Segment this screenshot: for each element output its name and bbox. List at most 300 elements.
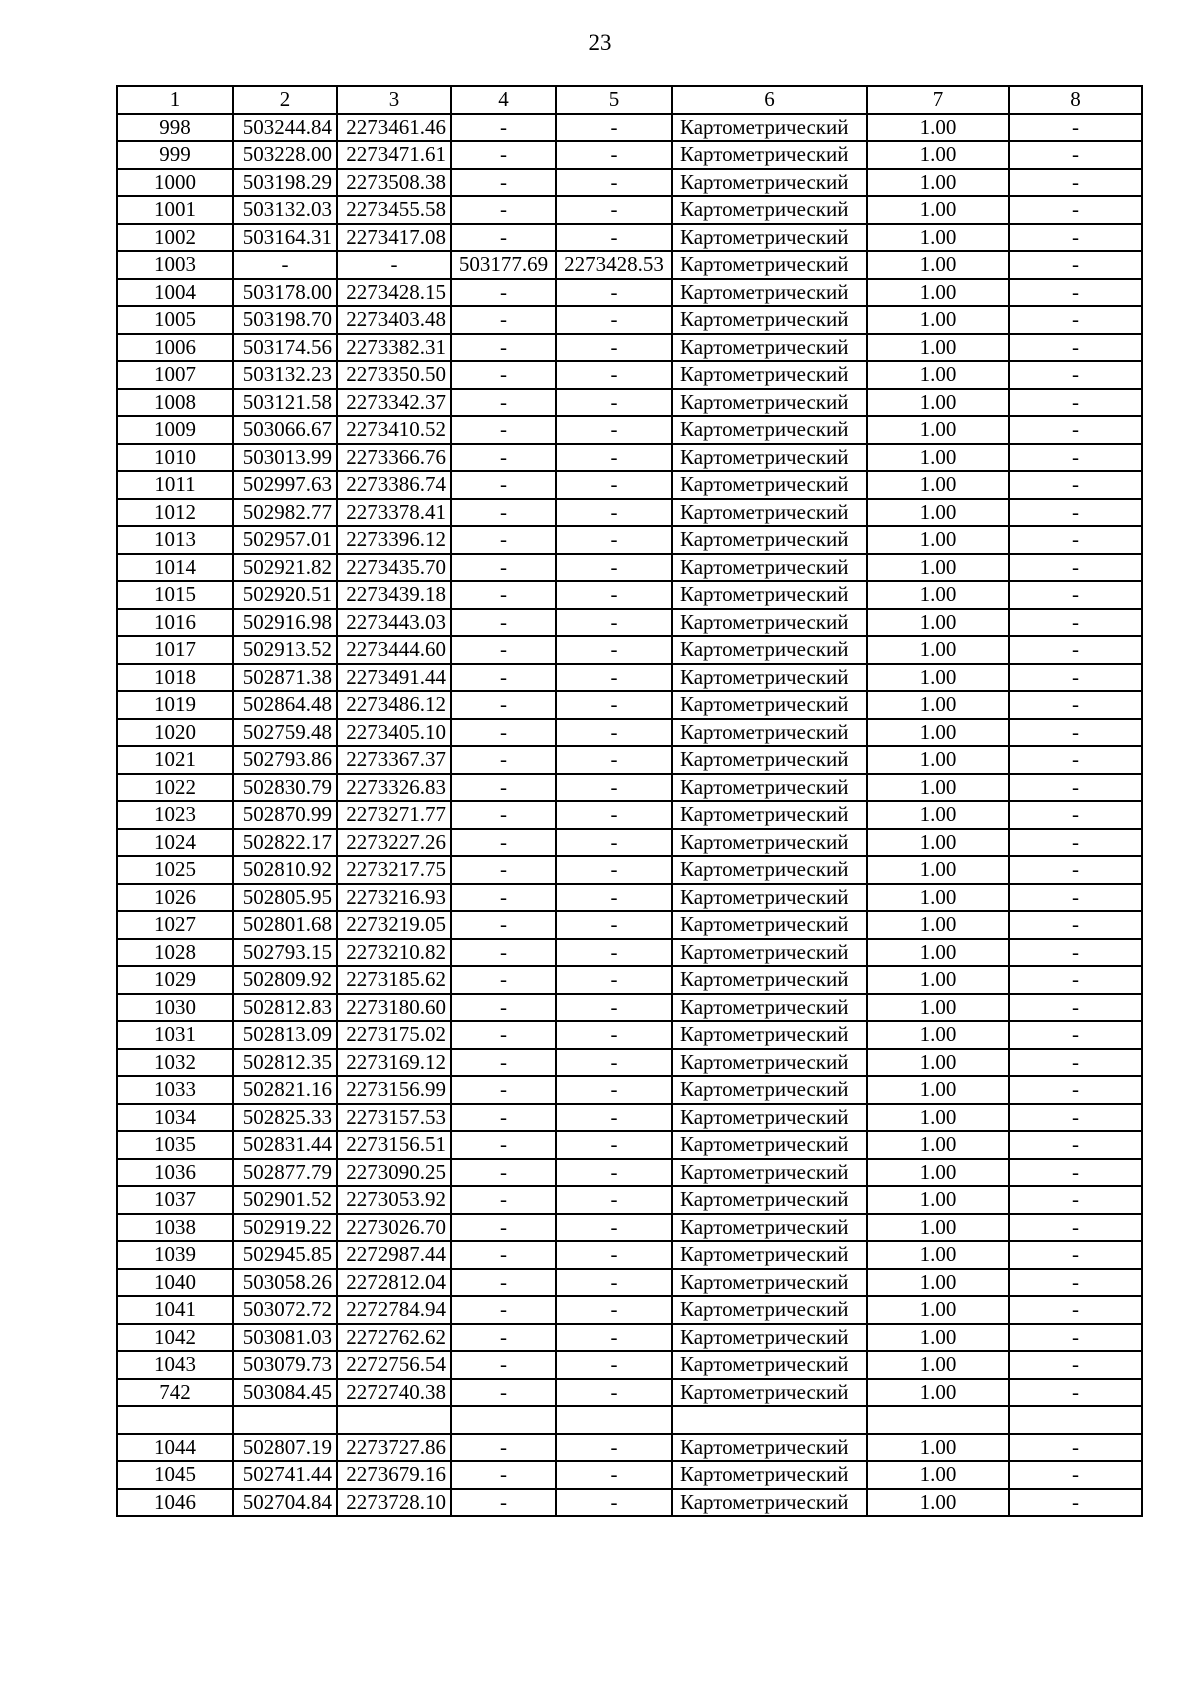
point-number-cell: 1046 — [117, 1489, 233, 1517]
x-coordinate-alt-cell: - — [451, 829, 556, 857]
x-coordinate-alt-cell: - — [451, 334, 556, 362]
y-coordinate-alt-cell: - — [556, 169, 672, 197]
y-coordinate-alt-cell: - — [556, 801, 672, 829]
method-cell: Картометрический — [672, 581, 867, 609]
y-coordinate-alt-cell: - — [556, 1379, 672, 1407]
y-coordinate-cell: 2273169.12 — [337, 1049, 451, 1077]
y-coordinate-alt-cell: - — [556, 526, 672, 554]
column-header: 7 — [867, 86, 1009, 114]
y-coordinate-cell: 2273486.12 — [337, 691, 451, 719]
accuracy-cell: 1.00 — [867, 884, 1009, 912]
point-number-cell: 1033 — [117, 1076, 233, 1104]
accuracy-cell: 1.00 — [867, 829, 1009, 857]
accuracy-cell: 1.00 — [867, 636, 1009, 664]
x-coordinate-alt-cell: - — [451, 994, 556, 1022]
x-coordinate-cell: 503198.70 — [233, 306, 337, 334]
table-row — [117, 361, 1142, 389]
x-coordinate-alt-cell: - — [451, 581, 556, 609]
method-cell: Картометрический — [672, 471, 867, 499]
method-cell: Картометрический — [672, 719, 867, 747]
note-cell: - — [1009, 719, 1142, 747]
y-coordinate-alt-cell: - — [556, 1269, 672, 1297]
y-coordinate-cell: - — [337, 251, 451, 279]
note-cell: - — [1009, 114, 1142, 142]
x-coordinate-cell — [233, 1406, 337, 1434]
point-number-cell: 1024 — [117, 829, 233, 857]
page-number: 23 — [588, 30, 612, 55]
y-coordinate-alt-cell: - — [556, 1461, 672, 1489]
point-number-cell: 1015 — [117, 581, 233, 609]
note-cell: - — [1009, 361, 1142, 389]
y-coordinate-alt-cell: - — [556, 114, 672, 142]
y-coordinate-cell: 2273728.10 — [337, 1489, 451, 1517]
x-coordinate-cell: 502830.79 — [233, 774, 337, 802]
point-number-cell: 1040 — [117, 1269, 233, 1297]
method-cell: Картометрический — [672, 829, 867, 857]
method-cell: Картометрический — [672, 774, 867, 802]
method-cell: Картометрический — [672, 856, 867, 884]
note-cell: - — [1009, 1159, 1142, 1187]
y-coordinate-cell: 2273386.74 — [337, 471, 451, 499]
table-row — [117, 609, 1142, 637]
x-coordinate-cell: 502921.82 — [233, 554, 337, 582]
x-coordinate-cell: 502812.83 — [233, 994, 337, 1022]
method-cell: Картометрический — [672, 444, 867, 472]
y-coordinate-alt-cell: - — [556, 1159, 672, 1187]
note-cell: - — [1009, 664, 1142, 692]
y-coordinate-cell: 2273342.37 — [337, 389, 451, 417]
table-row — [117, 251, 1142, 279]
y-coordinate-alt-cell: - — [556, 994, 672, 1022]
note-cell: - — [1009, 1296, 1142, 1324]
point-number-cell: 1039 — [117, 1241, 233, 1269]
table-row — [117, 471, 1142, 499]
method-cell: Картометрический — [672, 939, 867, 967]
method-cell: Картометрический — [672, 224, 867, 252]
method-cell: Картометрический — [672, 1324, 867, 1352]
x-coordinate-alt-cell: - — [451, 746, 556, 774]
y-coordinate-cell: 2273455.58 — [337, 196, 451, 224]
method-cell: Картометрический — [672, 1489, 867, 1517]
y-coordinate-cell: 2273417.08 — [337, 224, 451, 252]
point-number-cell: 1041 — [117, 1296, 233, 1324]
note-cell: - — [1009, 1461, 1142, 1489]
table-row — [117, 1489, 1142, 1517]
table-row — [117, 911, 1142, 939]
table-row — [117, 1076, 1142, 1104]
method-cell: Картометрический — [672, 1104, 867, 1132]
accuracy-cell: 1.00 — [867, 1076, 1009, 1104]
accuracy-cell: 1.00 — [867, 1434, 1009, 1462]
point-number-cell: 1012 — [117, 499, 233, 527]
y-coordinate-alt-cell: - — [556, 224, 672, 252]
x-coordinate-cell: 502871.38 — [233, 664, 337, 692]
x-coordinate-alt-cell: - — [451, 664, 556, 692]
point-number-cell: 1009 — [117, 416, 233, 444]
point-number-cell: 1025 — [117, 856, 233, 884]
method-cell: Картометрический — [672, 499, 867, 527]
note-cell: - — [1009, 1049, 1142, 1077]
point-number-cell: 1035 — [117, 1131, 233, 1159]
x-coordinate-alt-cell: - — [451, 306, 556, 334]
y-coordinate-alt-cell: - — [556, 1296, 672, 1324]
y-coordinate-cell: 2272784.94 — [337, 1296, 451, 1324]
note-cell: - — [1009, 994, 1142, 1022]
note-cell: - — [1009, 1186, 1142, 1214]
accuracy-cell: 1.00 — [867, 609, 1009, 637]
accuracy-cell: 1.00 — [867, 114, 1009, 142]
y-coordinate-cell: 2273403.48 — [337, 306, 451, 334]
y-coordinate-alt-cell: - — [556, 361, 672, 389]
note-cell: - — [1009, 1214, 1142, 1242]
accuracy-cell: 1.00 — [867, 279, 1009, 307]
accuracy-cell: 1.00 — [867, 1049, 1009, 1077]
y-coordinate-cell — [337, 1406, 451, 1434]
x-coordinate-cell: 502821.16 — [233, 1076, 337, 1104]
y-coordinate-alt-cell: - — [556, 1021, 672, 1049]
note-cell: - — [1009, 581, 1142, 609]
y-coordinate-cell: 2273435.70 — [337, 554, 451, 582]
table-row — [117, 1434, 1142, 1462]
method-cell: Картометрический — [672, 361, 867, 389]
method-cell: Картометрический — [672, 1159, 867, 1187]
note-cell: - — [1009, 966, 1142, 994]
accuracy-cell: 1.00 — [867, 196, 1009, 224]
note-cell: - — [1009, 389, 1142, 417]
y-coordinate-cell: 2273443.03 — [337, 609, 451, 637]
table-row — [117, 636, 1142, 664]
accuracy-cell: 1.00 — [867, 939, 1009, 967]
note-cell: - — [1009, 196, 1142, 224]
x-coordinate-cell: 502822.17 — [233, 829, 337, 857]
accuracy-cell: 1.00 — [867, 499, 1009, 527]
method-cell: Картометрический — [672, 1379, 867, 1407]
table-row — [117, 224, 1142, 252]
y-coordinate-alt-cell: - — [556, 829, 672, 857]
table-row — [117, 994, 1142, 1022]
point-number-cell — [117, 1406, 233, 1434]
note-cell: - — [1009, 1269, 1142, 1297]
note-cell: - — [1009, 416, 1142, 444]
y-coordinate-cell: 2273396.12 — [337, 526, 451, 554]
table-row — [117, 114, 1142, 142]
method-cell: Картометрический — [672, 884, 867, 912]
note-cell: - — [1009, 1104, 1142, 1132]
method-cell: Картометрический — [672, 691, 867, 719]
table-row — [117, 664, 1142, 692]
x-coordinate-alt-cell: - — [451, 1049, 556, 1077]
y-coordinate-alt-cell: - — [556, 1351, 672, 1379]
x-coordinate-cell: 502801.68 — [233, 911, 337, 939]
table-row — [117, 1214, 1142, 1242]
table-row — [117, 334, 1142, 362]
accuracy-cell: 1.00 — [867, 1489, 1009, 1517]
x-coordinate-alt-cell: - — [451, 499, 556, 527]
x-coordinate-cell: 502704.84 — [233, 1489, 337, 1517]
point-number-cell: 1043 — [117, 1351, 233, 1379]
accuracy-cell: 1.00 — [867, 1104, 1009, 1132]
point-number-cell: 1005 — [117, 306, 233, 334]
x-coordinate-cell: 502982.77 — [233, 499, 337, 527]
accuracy-cell: 1.00 — [867, 774, 1009, 802]
y-coordinate-alt-cell: - — [556, 334, 672, 362]
y-coordinate-alt-cell: - — [556, 196, 672, 224]
table-row — [117, 1104, 1142, 1132]
method-cell: Картометрический — [672, 609, 867, 637]
table-row — [117, 801, 1142, 829]
note-cell: - — [1009, 499, 1142, 527]
x-coordinate-alt-cell — [451, 1406, 556, 1434]
point-number-cell: 1038 — [117, 1214, 233, 1242]
x-coordinate-cell: 503121.58 — [233, 389, 337, 417]
accuracy-cell: 1.00 — [867, 389, 1009, 417]
point-number-cell: 1006 — [117, 334, 233, 362]
note-cell: - — [1009, 636, 1142, 664]
y-coordinate-cell: 2273210.82 — [337, 939, 451, 967]
y-coordinate-alt-cell: - — [556, 1214, 672, 1242]
x-coordinate-cell: 503174.56 — [233, 334, 337, 362]
y-coordinate-cell: 2273217.75 — [337, 856, 451, 884]
accuracy-cell: 1.00 — [867, 1461, 1009, 1489]
point-number-cell: 1028 — [117, 939, 233, 967]
header-row — [117, 86, 1142, 114]
y-coordinate-alt-cell: - — [556, 1186, 672, 1214]
method-cell: Картометрический — [672, 1269, 867, 1297]
x-coordinate-cell: 503132.03 — [233, 196, 337, 224]
x-coordinate-alt-cell: - — [451, 1434, 556, 1462]
point-number-cell: 1030 — [117, 994, 233, 1022]
method-cell: Картометрический — [672, 1434, 867, 1462]
note-cell: - — [1009, 691, 1142, 719]
y-coordinate-cell: 2273156.99 — [337, 1076, 451, 1104]
x-coordinate-cell: 503164.31 — [233, 224, 337, 252]
y-coordinate-alt-cell: - — [556, 691, 672, 719]
accuracy-cell: 1.00 — [867, 1214, 1009, 1242]
x-coordinate-alt-cell: - — [451, 1076, 556, 1104]
accuracy-cell: 1.00 — [867, 1131, 1009, 1159]
note-cell: - — [1009, 1076, 1142, 1104]
y-coordinate-alt-cell: - — [556, 1104, 672, 1132]
y-coordinate-alt-cell: - — [556, 664, 672, 692]
table-row — [117, 1186, 1142, 1214]
y-coordinate-alt-cell: - — [556, 141, 672, 169]
accuracy-cell: 1.00 — [867, 416, 1009, 444]
method-cell: Картометрический — [672, 1021, 867, 1049]
method-cell: Картометрический — [672, 1461, 867, 1489]
accuracy-cell: 1.00 — [867, 966, 1009, 994]
x-coordinate-cell: 503013.99 — [233, 444, 337, 472]
x-coordinate-cell: 503058.26 — [233, 1269, 337, 1297]
accuracy-cell: 1.00 — [867, 719, 1009, 747]
x-coordinate-cell: - — [233, 251, 337, 279]
x-coordinate-alt-cell: - — [451, 389, 556, 417]
x-coordinate-cell: 503081.03 — [233, 1324, 337, 1352]
method-cell: Картометрический — [672, 1186, 867, 1214]
x-coordinate-cell: 503228.00 — [233, 141, 337, 169]
y-coordinate-alt-cell: - — [556, 581, 672, 609]
y-coordinate-alt-cell: - — [556, 1076, 672, 1104]
accuracy-cell: 1.00 — [867, 801, 1009, 829]
x-coordinate-cell: 502793.15 — [233, 939, 337, 967]
note-cell: - — [1009, 1489, 1142, 1517]
point-number-cell: 1022 — [117, 774, 233, 802]
y-coordinate-cell: 2273185.62 — [337, 966, 451, 994]
x-coordinate-alt-cell: - — [451, 1269, 556, 1297]
y-coordinate-cell: 2273156.51 — [337, 1131, 451, 1159]
x-coordinate-alt-cell: - — [451, 1214, 556, 1242]
point-number-cell: 1027 — [117, 911, 233, 939]
point-number-cell: 1018 — [117, 664, 233, 692]
table-row — [117, 141, 1142, 169]
x-coordinate-alt-cell: 503177.69 — [451, 251, 556, 279]
x-coordinate-cell: 502945.85 — [233, 1241, 337, 1269]
x-coordinate-alt-cell: - — [451, 1021, 556, 1049]
y-coordinate-cell: 2273461.46 — [337, 114, 451, 142]
method-cell: Картометрический — [672, 114, 867, 142]
y-coordinate-alt-cell: - — [556, 444, 672, 472]
point-number-cell: 1036 — [117, 1159, 233, 1187]
y-coordinate-cell: 2273428.15 — [337, 279, 451, 307]
x-coordinate-alt-cell: - — [451, 1324, 556, 1352]
table-row — [117, 1159, 1142, 1187]
accuracy-cell: 1.00 — [867, 1296, 1009, 1324]
accuracy-cell: 1.00 — [867, 856, 1009, 884]
accuracy-cell: 1.00 — [867, 664, 1009, 692]
y-coordinate-cell: 2272987.44 — [337, 1241, 451, 1269]
x-coordinate-alt-cell: - — [451, 1351, 556, 1379]
x-coordinate-cell: 502810.92 — [233, 856, 337, 884]
accuracy-cell: 1.00 — [867, 444, 1009, 472]
accuracy-cell: 1.00 — [867, 1379, 1009, 1407]
method-cell: Картометрический — [672, 389, 867, 417]
note-cell: - — [1009, 526, 1142, 554]
column-header: 3 — [337, 86, 451, 114]
accuracy-cell: 1.00 — [867, 1269, 1009, 1297]
y-coordinate-cell: 2272756.54 — [337, 1351, 451, 1379]
column-header: 1 — [117, 86, 233, 114]
accuracy-cell: 1.00 — [867, 1241, 1009, 1269]
point-number-cell: 1010 — [117, 444, 233, 472]
y-coordinate-alt-cell: - — [556, 774, 672, 802]
note-cell: - — [1009, 169, 1142, 197]
method-cell: Картометрический — [672, 279, 867, 307]
note-cell: - — [1009, 1351, 1142, 1379]
x-coordinate-cell: 502877.79 — [233, 1159, 337, 1187]
accuracy-cell: 1.00 — [867, 141, 1009, 169]
y-coordinate-cell: 2273053.92 — [337, 1186, 451, 1214]
table-row — [117, 829, 1142, 857]
x-coordinate-cell: 502920.51 — [233, 581, 337, 609]
table-row — [117, 581, 1142, 609]
y-coordinate-alt-cell: - — [556, 856, 672, 884]
y-coordinate-alt-cell: - — [556, 554, 672, 582]
x-coordinate-alt-cell: - — [451, 801, 556, 829]
table-row — [117, 1021, 1142, 1049]
note-cell: - — [1009, 1324, 1142, 1352]
x-coordinate-alt-cell: - — [451, 884, 556, 912]
x-coordinate-alt-cell: - — [451, 636, 556, 664]
x-coordinate-alt-cell: - — [451, 224, 556, 252]
x-coordinate-cell: 502807.19 — [233, 1434, 337, 1462]
note-cell: - — [1009, 939, 1142, 967]
y-coordinate-alt-cell: - — [556, 1324, 672, 1352]
point-number-cell: 1016 — [117, 609, 233, 637]
x-coordinate-cell: 502831.44 — [233, 1131, 337, 1159]
y-coordinate-alt-cell: - — [556, 746, 672, 774]
x-coordinate-alt-cell: - — [451, 856, 556, 884]
column-header: 2 — [233, 86, 337, 114]
x-coordinate-cell: 503178.00 — [233, 279, 337, 307]
y-coordinate-cell: 2273491.44 — [337, 664, 451, 692]
column-header: 8 — [1009, 86, 1142, 114]
method-cell — [672, 1406, 867, 1434]
coordinates-table — [116, 85, 1143, 1517]
y-coordinate-cell: 2273679.16 — [337, 1461, 451, 1489]
table-header — [117, 86, 1142, 114]
method-cell: Картометрический — [672, 1076, 867, 1104]
table-row — [117, 1049, 1142, 1077]
y-coordinate-alt-cell: - — [556, 389, 672, 417]
y-coordinate-cell: 2273227.26 — [337, 829, 451, 857]
x-coordinate-cell: 502793.86 — [233, 746, 337, 774]
x-coordinate-alt-cell: - — [451, 554, 556, 582]
point-number-cell: 1037 — [117, 1186, 233, 1214]
y-coordinate-cell: 2273326.83 — [337, 774, 451, 802]
table-row — [117, 1406, 1142, 1434]
x-coordinate-cell: 503132.23 — [233, 361, 337, 389]
accuracy-cell: 1.00 — [867, 911, 1009, 939]
table-row — [117, 939, 1142, 967]
method-cell: Картометрический — [672, 911, 867, 939]
accuracy-cell: 1.00 — [867, 361, 1009, 389]
y-coordinate-cell: 2273350.50 — [337, 361, 451, 389]
method-cell: Картометрический — [672, 306, 867, 334]
accuracy-cell: 1.00 — [867, 691, 1009, 719]
method-cell: Картометрический — [672, 416, 867, 444]
y-coordinate-cell: 2273157.53 — [337, 1104, 451, 1132]
y-coordinate-cell: 2273405.10 — [337, 719, 451, 747]
point-number-cell: 1034 — [117, 1104, 233, 1132]
table-row — [117, 1241, 1142, 1269]
x-coordinate-cell: 502809.92 — [233, 966, 337, 994]
y-coordinate-alt-cell: - — [556, 1241, 672, 1269]
point-number-cell: 1031 — [117, 1021, 233, 1049]
accuracy-cell: 1.00 — [867, 1324, 1009, 1352]
x-coordinate-cell: 502916.98 — [233, 609, 337, 637]
column-header: 5 — [556, 86, 672, 114]
point-number-cell: 1029 — [117, 966, 233, 994]
y-coordinate-cell: 2273382.31 — [337, 334, 451, 362]
x-coordinate-cell: 502913.52 — [233, 636, 337, 664]
table-row — [117, 884, 1142, 912]
point-number-cell: 1019 — [117, 691, 233, 719]
note-cell: - — [1009, 1241, 1142, 1269]
table-row — [117, 856, 1142, 884]
y-coordinate-cell: 2273727.86 — [337, 1434, 451, 1462]
x-coordinate-cell: 502812.35 — [233, 1049, 337, 1077]
y-coordinate-alt-cell: - — [556, 1049, 672, 1077]
point-number-cell: 1020 — [117, 719, 233, 747]
note-cell: - — [1009, 141, 1142, 169]
x-coordinate-cell: 502864.48 — [233, 691, 337, 719]
accuracy-cell: 1.00 — [867, 1351, 1009, 1379]
y-coordinate-cell: 2273026.70 — [337, 1214, 451, 1242]
table-row — [117, 1269, 1142, 1297]
x-coordinate-alt-cell: - — [451, 966, 556, 994]
y-coordinate-alt-cell: - — [556, 1489, 672, 1517]
y-coordinate-alt-cell: - — [556, 966, 672, 994]
point-number-cell: 998 — [117, 114, 233, 142]
